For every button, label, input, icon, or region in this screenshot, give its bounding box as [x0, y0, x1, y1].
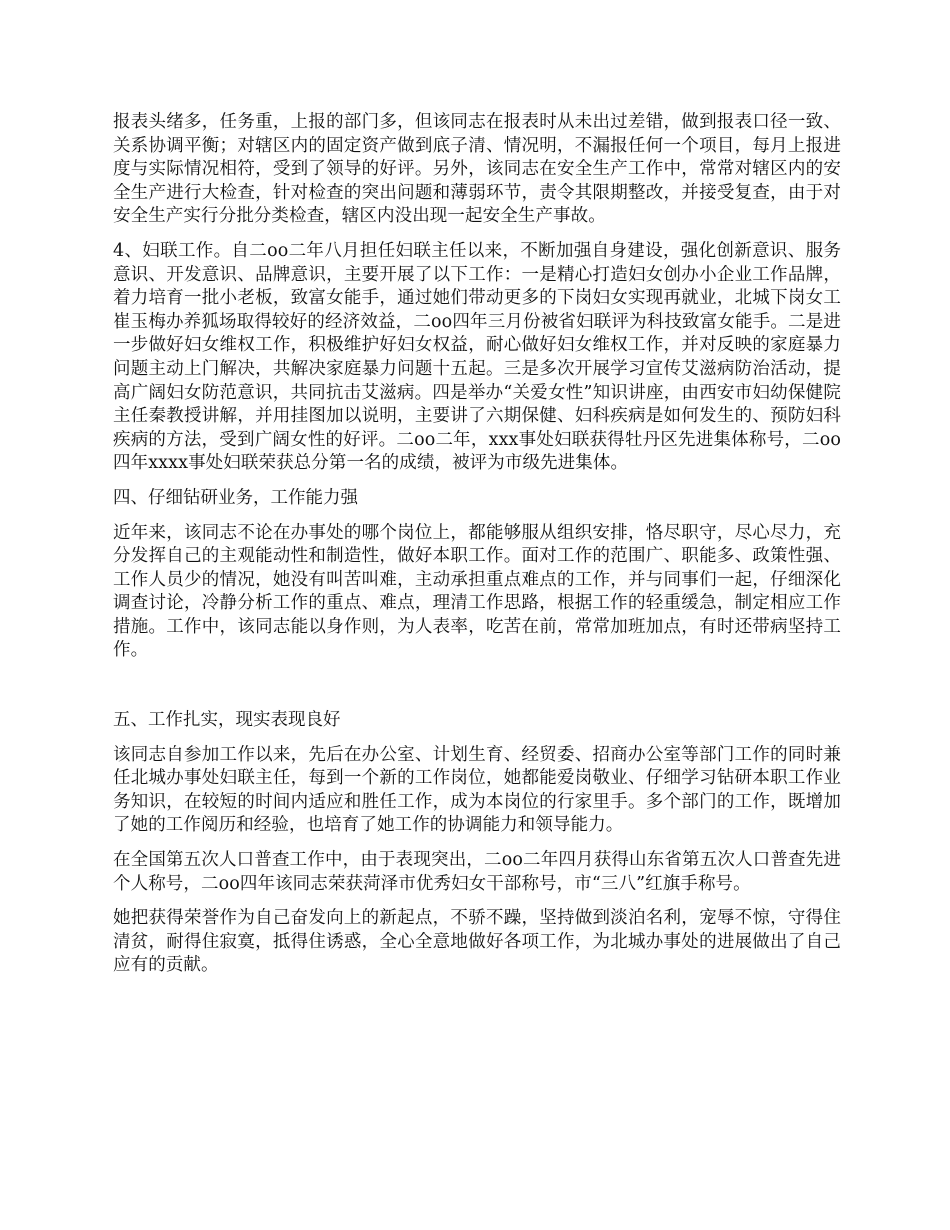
paragraph-work-ability: 近年来，该同志不论在办事处的哪个岗位上，都能够服从组织安排，恪尽职守，尽心尽力，充分发挥自己的主观能动性和制造性，做好本职工作。面对工作的范围广、职能多、政策性强、工作人员少的情况，她没有叫苦叫难，主动承担重点难点的工作，并与同事们一起，仔细深化调查讨论，冷静分析工作的重点、难点，理清工作思路，根据工作的轻重缓急，制定相应工作措施。工作中，该同志能以身作则，为人表率，吃苦在前，常常加班加点，有时还带病坚持工作。: [113, 522, 841, 661]
blank-spacer: [113, 674, 841, 709]
paragraph-census-honors: 在全国第五次人口普查工作中，由于表现突出，二oo二年四月获得山东省第五次人口普查先进个人称号，二oo四年该同志荣获菏泽市优秀妇女干部称号，市“三八”红旗手称号。: [113, 850, 841, 894]
paragraph-work-history: 该同志自参加工作以来，先后在办公室、计划生育、经贸委、招商办公室等部门工作的同时兼任北城办事处妇联主任，每到一个新的工作岗位，她都能爱岗敬业、仔细学习钻研本职工作业务知识，在较短的时间内适应和胜任工作，成为本岗位的行家里手。多个部门的工作，既增加了她的工作阅历和经验，也培育了她工作的协调能力和领导能力。: [113, 744, 841, 836]
paragraph-conclusion: 她把获得荣誉作为自己奋发向上的新起点，不骄不躁，坚持做到淡泊名利，宠辱不惊，守得住清贫，耐得住寂寞，抵得住诱惑，全心全意地做好各项工作，为北城办事处的进展做出了自己应有的贡献。: [113, 908, 841, 976]
section-heading-5: 五、工作扎实，现实表现良好: [113, 710, 341, 731]
document-body: [113, 111, 841, 989]
paragraph-womens-federation: 4、妇联工作。自二oo二年八月担任妇联主任以来，不断加强自身建设，强化创新意识、服务意识、开发意识、品牌意识，主要开展了以下工作：一是精心打造妇女创办小企业工作品牌，着力培育一批小老板，致富女能手，通过她们带动更多的下岗妇女实现再就业，北城下岗女工崔玉梅办养狐场取得较好的经济效益，二oo四年三月份被省妇联评为科技致富女能手。二是进一步做好妇女维权工作，积极维护好妇女权益，耐心做好妇女维权工作，并对反映的家庭暴力问题主动上门解决，共解决家庭暴力问题十五起。三是多次开展学习宣传艾滋病防治活动，提高广阔妇女防范意识，共同抗击艾滋病。四是举办“关爱女性”知识讲座，由西安市妇幼保健院主任秦教授讲解，并用挂图加以说明，主要讲了六期保健、妇科疾病是如何发生的、预防妇科疾病的方法，受到广阔女性的好评。二oo二年，xxx事处妇联获得牡丹区先进集体称号，二oo四年xxxx事处妇联荣获总分第一名的成绩，被评为市级先进集体。: [113, 240, 841, 474]
section-heading-4: 四、仔细钻研业务，工作能力强: [113, 487, 358, 508]
paragraph-report-work: 报表头绪多，任务重，上报的部门多，但该同志在报表时从未出过差错，做到报表口径一致、关系协调平衡；对辖区内的固定资产做到底子清、情况明，不漏报任何一个项目，每月上报进度与实际情况相符，受到了领导的好评。另外，该同志在安全生产工作中，常常对辖区内的安全生产进行大检查，针对检查的突出问题和薄弱环节，责令其限期整改，并接受复查，由于对安全生产实行分批分类检查，辖区内没出现一起安全生产事故。: [113, 112, 841, 227]
